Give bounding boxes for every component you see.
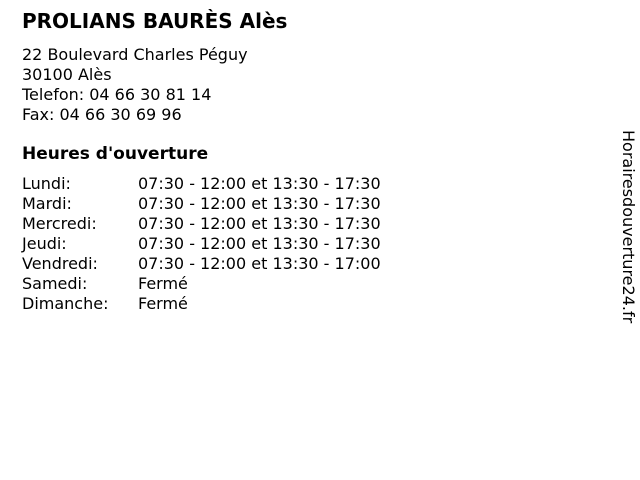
business-name: PROLIANS BAURÈS Alès — [22, 9, 288, 33]
hours-row-thursday — [22, 234, 381, 254]
phone-line: Telefon: 04 66 30 81 14 — [22, 85, 212, 104]
contact-block — [22, 45, 600, 125]
hours-row-sunday — [22, 294, 381, 314]
hours-value: 07:30 - 12:00 et 13:30 - 17:30 — [138, 174, 381, 193]
hours-row-saturday — [22, 274, 381, 294]
day-label: Dimanche: — [22, 294, 109, 313]
hours-row-friday — [22, 254, 381, 274]
day-label: Jeudi: — [22, 234, 67, 253]
hours-value: Fermé — [138, 274, 188, 293]
hours-row-tuesday — [22, 194, 381, 214]
hours-value: 07:30 - 12:00 et 13:30 - 17:00 — [138, 254, 381, 273]
day-label: Samedi: — [22, 274, 88, 293]
address-street-line: 22 Boulevard Charles Péguy — [22, 45, 248, 64]
site-watermark: Horairesdouverture24.fr — [619, 130, 638, 324]
day-label: Mardi: — [22, 194, 72, 213]
day-label: Vendredi: — [22, 254, 98, 273]
hours-row-monday — [22, 174, 381, 194]
day-label: Mercredi: — [22, 214, 97, 233]
hours-row-wednesday — [22, 214, 381, 234]
hours-value: 07:30 - 12:00 et 13:30 - 17:30 — [138, 194, 381, 213]
hours-value: 07:30 - 12:00 et 13:30 - 17:30 — [138, 234, 381, 253]
fax-line: Fax: 04 66 30 69 96 — [22, 105, 182, 124]
day-label: Lundi: — [22, 174, 71, 193]
address-city-line: 30100 Alès — [22, 65, 112, 84]
hours-value: Fermé — [138, 294, 188, 313]
opening-hours-heading: Heures d'ouverture — [22, 144, 209, 164]
opening-hours-table — [22, 174, 381, 314]
hours-value: 07:30 - 12:00 et 13:30 - 17:30 — [138, 214, 381, 233]
